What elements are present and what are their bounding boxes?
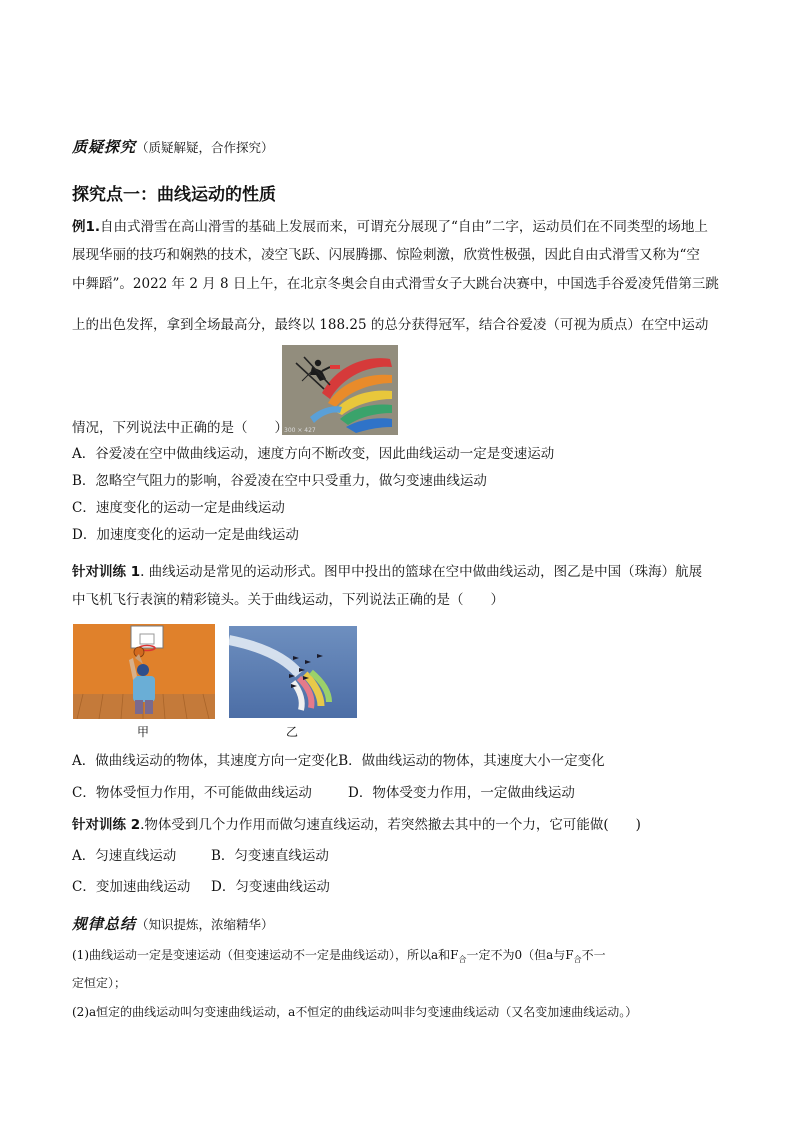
figure-airshow (229, 626, 357, 718)
section-header-summary (72, 913, 274, 934)
option-c: C．速度变化的运动一定是曲线运动 (72, 500, 285, 516)
option-a: A．谷爱凌在空中做曲线运动，速度方向不断改变，因此曲线运动一定是变速运动 (72, 446, 555, 462)
section-note: （知识提炼，浓缩精华） (136, 917, 274, 932)
training1-label: 针对训练 1 (72, 564, 141, 580)
example-line-4: 上的出色发挥，拿到全场最高分，最终以 188.25 的总分获得冠军，结合谷爱凌（可视为质点）在空中运动 (72, 317, 709, 333)
figure-a-caption: 甲 (137, 725, 150, 739)
summary-point-1-cont: 定恒定）； (72, 976, 127, 990)
option-b: B．忽略空气阻力的影响，谷爱凌在空中只受重力，做匀变速曲线运动 (72, 473, 487, 489)
summary-point-2: (2)a恒定的曲线运动叫匀变速曲线运动，a不恒定的曲线运动叫非匀变速曲线运动（又名变加速曲线运动。） (72, 1005, 638, 1019)
training1-line-2: 中飞机飞行表演的精彩镜头。关于曲线运动，下列说法正确的是（ ） (72, 592, 504, 608)
example-label: 例1. (72, 219, 101, 235)
basketball-player-illustration (73, 624, 215, 719)
section-title: 规律总结 (72, 915, 137, 933)
example-line-1: 例1.自由式滑雪在高山滑雪的基础上发展而来，可谓充分展现了“自由”二字，运动员们在不同类型的场地上 (72, 219, 708, 235)
topic-title: 探究点一：曲线运动的性质 (72, 185, 276, 205)
image-size-caption: 300 × 427 (284, 427, 316, 434)
section-note: （质疑解疑，合作探究） (136, 140, 274, 155)
section-header-inquiry (72, 136, 274, 157)
example-line-3: 中舞蹈”。2022 年 2 月 8 日上午，在北京冬奥会自由式滑雪女子大跳台决赛中，中国选手谷爱凌凭借第三跳 (72, 276, 719, 292)
example-line-2: 展现华丽的技巧和娴熟的技术，凌空飞跃、闪展腾挪、惊险刺激，欣赏性极强，因此自由式滑雪又称为“空 (72, 247, 700, 263)
training1-options-row1: A．做曲线运动的物体，其速度方向一定变化B．做曲线运动的物体，其速度大小一定变化 (72, 753, 605, 769)
training2-label: 针对训练 2 (72, 817, 141, 833)
training2-option-b: B．匀变速直线运动 (211, 848, 329, 864)
training2-option-c: C．变加速曲线运动 (72, 879, 191, 895)
airshow-illustration (229, 626, 357, 718)
skier-olympic-emblem-illustration (282, 345, 398, 435)
summary-point-1: (1)曲线运动一定是变速运动（但变速运动不一定是曲线运动），所以a和$F_合$一定不为0（但a与$F_合$不一 (72, 948, 606, 964)
section-title: 质疑探究 (72, 138, 137, 156)
skier-image (282, 345, 398, 435)
figure-basketball (73, 624, 215, 719)
training2-option-a: A．匀速直线运动 (72, 848, 177, 864)
training2-option-d: D．匀变速曲线运动 (211, 879, 330, 895)
example-line-5: 情况，下列说法中正确的是（ ） (72, 420, 288, 436)
option-d: D．加速度变化的运动一定是曲线运动 (72, 527, 299, 543)
training1-option-c: C．物体受恒力作用，不可能做曲线运动 (72, 785, 312, 801)
training2-line: 针对训练 2.物体受到几个力作用而做匀速直线运动，若突然撤去其中的一个力，它可能做( ) (72, 817, 641, 833)
training1-option-d: D．物体受变力作用，一定做曲线运动 (348, 785, 575, 801)
training1-line-1: 针对训练 1. 曲线运动是常见的运动形式。图甲中投出的篮球在空中做曲线运动，图乙是中国（珠海）航展 (72, 564, 703, 580)
figure-b-caption: 乙 (286, 725, 299, 739)
